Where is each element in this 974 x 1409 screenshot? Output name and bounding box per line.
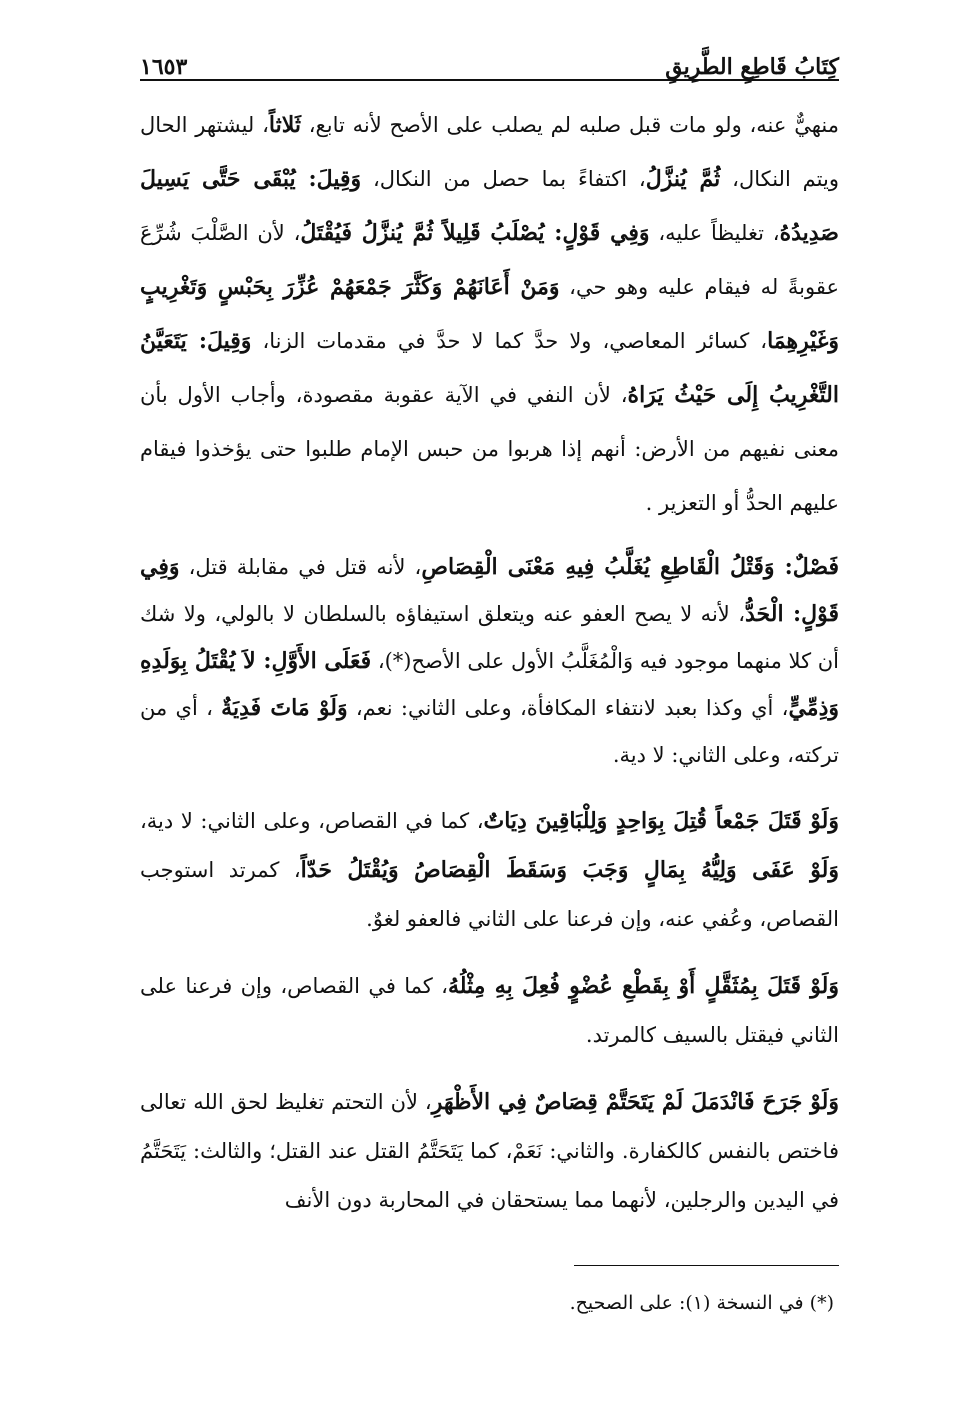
header-rule bbox=[140, 79, 839, 81]
commentary-text: ، لأن الصَّلْبَ شُرِّعَ عقوبةً له فيقام عليه وهو حي، bbox=[140, 221, 840, 299]
commentary-text: ، أي من تركته، وعلى الثاني: لا دية. bbox=[140, 696, 839, 767]
matn-text: وَفِي قَوْلٍ: الْحَدُّ bbox=[140, 554, 839, 627]
commentary-text: ، لأنه لا يصح العفو عنه ويتعلق استيفاؤه بالسلطان لا بالولي، ولا شك أن كلا منهما موجود فيه وَالْمُغَلَّبُ الأول على الأصح(*)، bbox=[140, 602, 839, 673]
commentary-text: ، كمرتد استوجب القصاص، وعُفي عنه، وإن فرعنا على الثاني فالعفو لغوٌ. bbox=[140, 858, 839, 931]
footnote: (*) في النسخة (١): على الصحيح. bbox=[569, 1292, 834, 1314]
commentary-text: ، تغليظاً عليه، bbox=[649, 221, 780, 245]
commentary-text: ، كما في القصاص، وعلى الثاني: لا دية، bbox=[140, 809, 484, 833]
commentary-text: ، كسائر المعاصي، ولا حدَّ كما لا حدَّ في مقدمات الزنا، bbox=[251, 329, 768, 353]
matn-text: وَقِيلَ: يُبْقَى حَتَّى يَسِيلَ صَدِيدُهُ bbox=[140, 166, 839, 246]
body-text bbox=[140, 98, 839, 1225]
commentary-text: ، ليشتهر الحال ويتم النكال، bbox=[140, 113, 839, 191]
matn-text: وَفِي قَوْلٍ: يُصْلَبُ قَلِيلاً ثُمَّ يُنزَّلُ فَيُقْتَلُ bbox=[300, 220, 650, 246]
paragraph-4 bbox=[140, 962, 839, 1060]
matn-text: وَلَوْ قَتَلَ جَمْعاً قُتِلَ بِوَاحِدٍ وَلِلْبَاقِينَ دِيَاتٌ bbox=[483, 808, 839, 834]
paragraph-1 bbox=[140, 98, 839, 530]
commentary-text: منهيٌّ عنه، ولو مات قبل صلبه لم يصلب على الأصح لأنه تابع، bbox=[300, 113, 839, 137]
matn-text: ثُمَّ يُنزَّلُ bbox=[645, 166, 721, 192]
paragraph-2 bbox=[140, 544, 839, 779]
commentary-text: ، لأن النفي في الآية عقوبة مقصودة، وأجاب الأول بأن معنى نفيهم من الأرض: أنهم إذا هربوا من حبس الإمام طلبوا حتى يؤخذوا فيقام عليهم الحدُّ أو التعزير . bbox=[140, 383, 839, 515]
matn-text: فَصْلٌ: وَقَتْلُ الْقَاطِعِ يُغَلَّبُ فِيهِ مَعْنَى الْقِصَاصِ bbox=[421, 554, 839, 580]
matn-text: وَلَوْ قَتَلَ بِمُثَقَّلٍ أَوْ بِقَطْعِ عُضْوٍ فُعِلَ بِهِ مِثْلُهُ bbox=[447, 973, 839, 999]
commentary-text: ، لأن التحتم تغليظ لحق الله تعالى فاختص بالنفس كالكفارة. والثاني: نَعَمْ، كما يَتَحَتَّمُ القتل عند القتل؛ والثالث: يَتَحَتَّمُ في اليدين والرجلين، لأنهما مما يستحقان في المحاربة دون الأنف bbox=[140, 1090, 839, 1212]
running-title: كِتَابُ قَاطِعِ الطَّرِيقِ bbox=[665, 54, 839, 80]
commentary-text: ، أي وكذا بعبد لانتفاء المكافأة، وعلى الثاني: نعم، bbox=[347, 696, 789, 720]
page-number: ١٦٥٣ bbox=[140, 54, 188, 80]
matn-text: وَمَنْ أَعَانَهُمْ وَكَثَّرَ جَمْعَهُمْ عُزِّرَ بِحَبْسٍ وَتَغْرِيبٍ وَغَيْرِهِمَا bbox=[140, 274, 840, 354]
matn-text: وَقِيلَ: يَتَعَيَّنُ التَّغْرِيبُ إِلَى حَيْثُ يَرَاهُ bbox=[140, 328, 840, 408]
paragraph-3 bbox=[140, 797, 839, 944]
matn-text: وَلَوْ جَرَحَ فَانْدَمَلَ لَمْ يَتَحَتَّمْ قِصَاصٌ فِي الأَظْهَرِ bbox=[431, 1089, 839, 1115]
matn-text: وَلَوْ عَفَى وَلِيُّهُ بِمَالٍ وَجَبَ وَسَقَطَ الْقِصَاصُ وَيُقْتَلُ حَدّاً bbox=[300, 857, 839, 883]
page-header bbox=[140, 44, 839, 80]
matn-text: وَلَوْ مَاتَ فَدِيَةٌ bbox=[221, 695, 348, 721]
commentary-text: ، لأنه قتل في مقابلة قتل، bbox=[179, 555, 422, 579]
matn-text: فَعَلَى الأَوَّلِ: لاَ يُقْتَلُ بِوَلَدِهِ وَذِمِّيٍّ bbox=[140, 648, 839, 721]
commentary-text: ، اكتفاءً بما حصل من النكال، bbox=[361, 167, 646, 191]
paragraph-5 bbox=[140, 1078, 839, 1225]
commentary-text: ، كما في القصاص، وإن فرعنا على الثاني فيقتل بالسيف كالمرتد. bbox=[140, 974, 839, 1047]
footnote-rule bbox=[574, 1265, 839, 1266]
matn-text: ثَلاثاً bbox=[268, 112, 301, 138]
